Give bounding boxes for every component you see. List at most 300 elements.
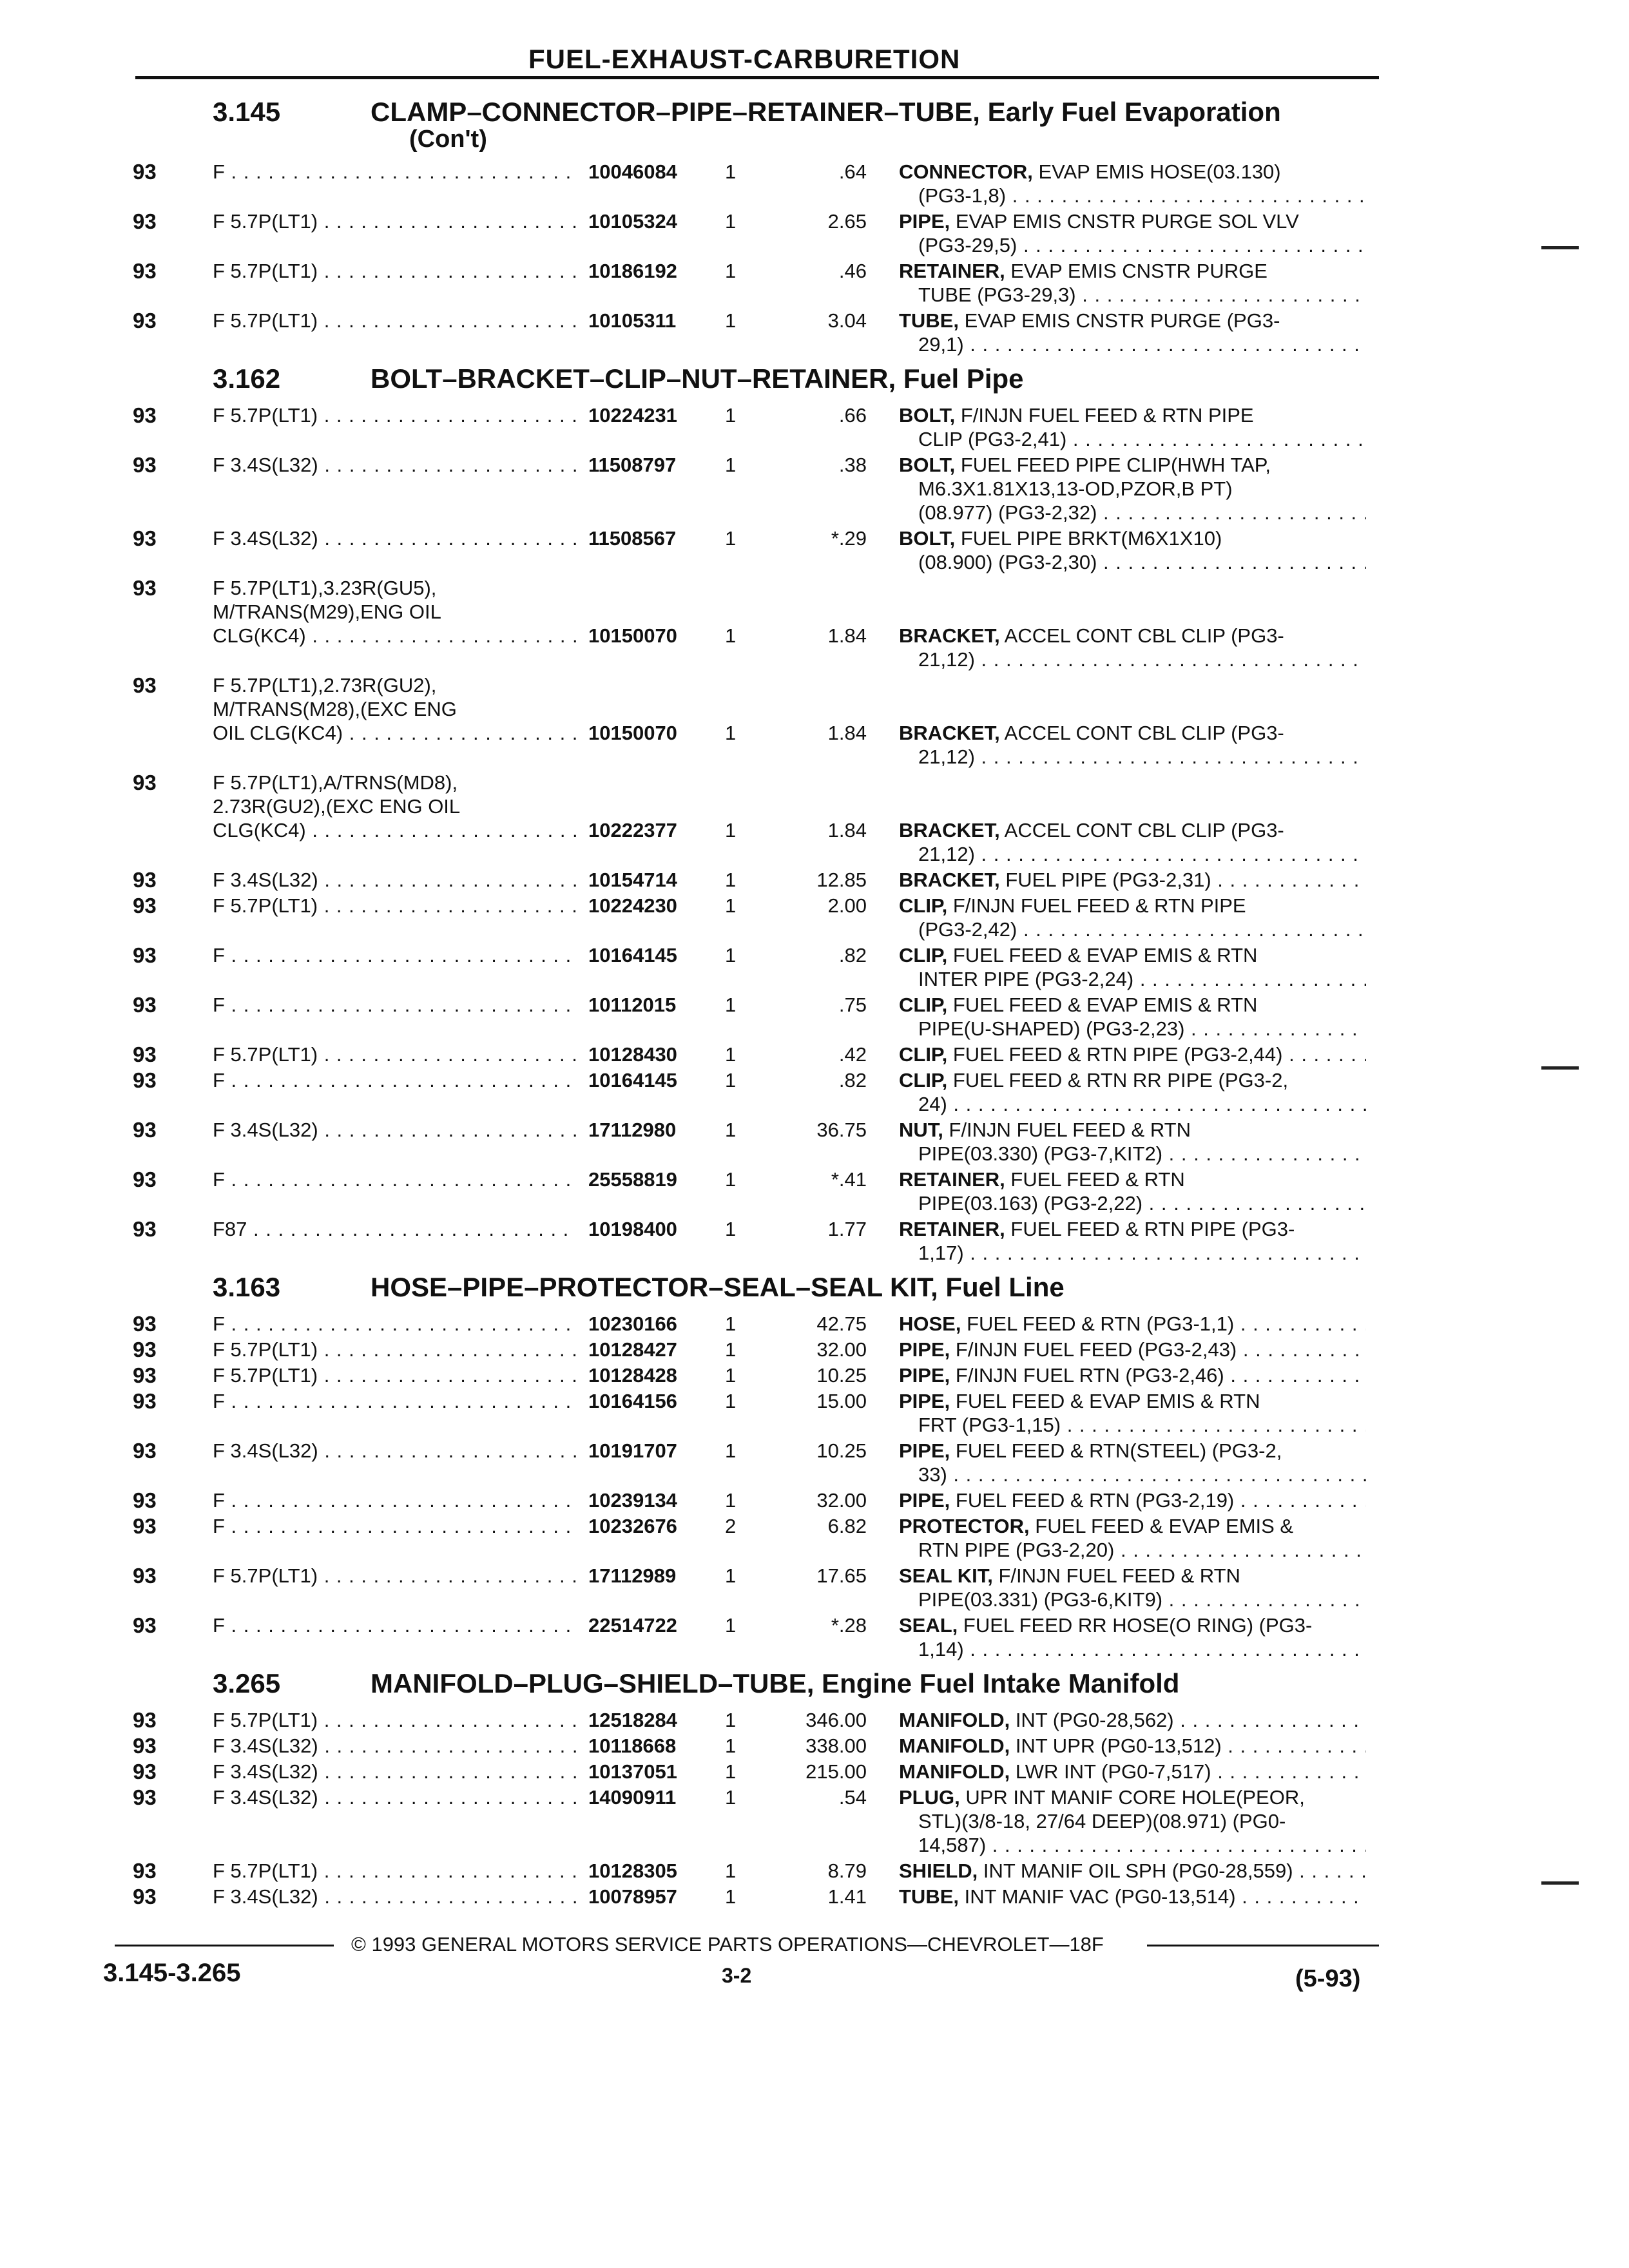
usage-code-line: F 5.7P(LT1),3.23R(GU5), bbox=[213, 577, 437, 599]
usage-code-line: F 5.7P(LT1) . . . bbox=[213, 309, 664, 332]
usage-code-line: F 5.7P(LT1) . . . bbox=[213, 1564, 664, 1588]
part-number: 25558819 bbox=[577, 1168, 711, 1191]
description-text: FUEL FEED & EVAP EMIS & bbox=[1029, 1515, 1294, 1537]
description-text: EVAP EMIS CNSTR PURGE bbox=[1005, 260, 1268, 282]
quantity: 1 bbox=[725, 1218, 737, 1240]
description-line bbox=[899, 1241, 1366, 1265]
description-line bbox=[899, 1413, 1366, 1437]
description-line bbox=[899, 894, 1366, 918]
part-row bbox=[110, 160, 1373, 209]
part-number: 10128305 bbox=[577, 1859, 711, 1883]
description-line bbox=[899, 648, 1366, 671]
description-keyword: BRACKET, bbox=[899, 624, 1000, 647]
description-text: 14,587) bbox=[918, 1834, 987, 1856]
quantity: 1 bbox=[725, 869, 737, 891]
part-description bbox=[899, 894, 1366, 941]
part-description bbox=[899, 1439, 1366, 1486]
description-line bbox=[899, 1488, 1366, 1512]
part-number: 10230166 bbox=[577, 1312, 711, 1336]
price: .82 bbox=[838, 1069, 867, 1091]
description-line bbox=[899, 1809, 1366, 1833]
price: 3.04 bbox=[827, 309, 867, 332]
description-text: FUEL FEED & EVAP EMIS & RTN bbox=[947, 944, 1258, 966]
usage-code-line: F . . . bbox=[213, 1389, 664, 1413]
part-description bbox=[899, 309, 1366, 356]
model-year: 93 bbox=[133, 1389, 157, 1413]
price: .64 bbox=[838, 160, 867, 183]
part-description bbox=[899, 1564, 1366, 1611]
description-line bbox=[899, 1168, 1366, 1191]
model-year: 93 bbox=[133, 1734, 157, 1758]
description-line bbox=[899, 1338, 1366, 1361]
description-text: FUEL FEED & EVAP EMIS & RTN bbox=[950, 1390, 1260, 1412]
price: 1.77 bbox=[827, 1218, 867, 1240]
description-text: ACCEL CONT CBL CLIP (PG3- bbox=[999, 722, 1284, 744]
description-line bbox=[899, 1389, 1366, 1413]
description-keyword: NUT, bbox=[899, 1119, 943, 1141]
description-keyword: MANIFOLD, bbox=[899, 1709, 1010, 1731]
model-year: 93 bbox=[133, 1613, 157, 1637]
part-row bbox=[110, 526, 1373, 576]
description-text: ACCEL CONT CBL CLIP (PG3- bbox=[999, 624, 1284, 647]
quantity: 1 bbox=[725, 454, 737, 476]
description-line bbox=[899, 1734, 1366, 1758]
model-year: 93 bbox=[133, 1488, 157, 1512]
usage-code-line: M/TRANS(M28),(EXC ENG bbox=[213, 698, 457, 720]
description-line bbox=[899, 1785, 1366, 1809]
usage-code-line: F . . . bbox=[213, 993, 664, 1017]
part-row bbox=[110, 1439, 1373, 1488]
description-line bbox=[899, 842, 1366, 866]
description-line bbox=[899, 1463, 1366, 1486]
description-line bbox=[899, 1068, 1366, 1092]
description-line bbox=[899, 1191, 1366, 1215]
part-number: 10198400 bbox=[577, 1217, 711, 1241]
part-number: 11508567 bbox=[577, 526, 711, 550]
description-text: INTER PIPE (PG3-2,24) bbox=[918, 968, 1134, 990]
part-number: 10164145 bbox=[577, 1068, 711, 1092]
description-keyword: CONNECTOR, bbox=[899, 160, 1033, 183]
part-description bbox=[899, 1338, 1366, 1361]
usage-code-line: F87 . . . bbox=[213, 1217, 664, 1241]
description-keyword: BRACKET, bbox=[899, 869, 1000, 891]
part-description bbox=[899, 1389, 1366, 1437]
description-keyword: HOSE, bbox=[899, 1312, 961, 1335]
model-year: 93 bbox=[133, 1785, 157, 1809]
description-line bbox=[899, 453, 1366, 477]
part-number: 10224230 bbox=[577, 894, 711, 918]
quantity: 2 bbox=[725, 1515, 737, 1537]
description-text: FRT (PG3-1,15) bbox=[918, 1414, 1061, 1436]
part-description bbox=[899, 1885, 1366, 1908]
margin-mark bbox=[1541, 246, 1579, 249]
part-row bbox=[110, 1068, 1373, 1118]
part-row bbox=[110, 1785, 1373, 1859]
usage-code-line: F 3.4S(L32) . . . bbox=[213, 526, 664, 550]
part-number: 17112980 bbox=[577, 1118, 711, 1142]
quantity: 1 bbox=[725, 1735, 737, 1757]
part-description bbox=[899, 818, 1366, 866]
part-number: 10150070 bbox=[577, 624, 711, 648]
part-description bbox=[899, 526, 1366, 574]
part-row bbox=[110, 1168, 1373, 1217]
part-number: 10128428 bbox=[577, 1363, 711, 1387]
model-year: 93 bbox=[133, 1439, 157, 1463]
usage-code-line: F 3.4S(L32) . . . bbox=[213, 1785, 664, 1809]
section-header bbox=[110, 91, 1373, 160]
usage-code-line: F . . . bbox=[213, 943, 664, 967]
price: .38 bbox=[838, 454, 867, 476]
description-text: FUEL FEED & RTN (PG3-2,19) bbox=[950, 1489, 1235, 1512]
quantity: 1 bbox=[725, 994, 737, 1016]
model-year: 93 bbox=[133, 160, 157, 184]
part-row bbox=[110, 1885, 1373, 1910]
price: .66 bbox=[838, 404, 867, 427]
quantity: 1 bbox=[725, 1564, 737, 1587]
model-year: 93 bbox=[133, 576, 157, 600]
price: 1.84 bbox=[827, 819, 867, 841]
usage-code-line: F . . . bbox=[213, 1514, 664, 1538]
part-number: 12518284 bbox=[577, 1708, 711, 1732]
description-text: PIPE(03.163) (PG3-2,22) bbox=[918, 1192, 1143, 1215]
price: 36.75 bbox=[816, 1119, 867, 1141]
usage-code-line: F 3.4S(L32) . . . bbox=[213, 1760, 664, 1783]
description-keyword: PIPE, bbox=[899, 210, 950, 233]
quantity: 1 bbox=[725, 944, 737, 966]
description-text: (PG3-29,5) bbox=[918, 234, 1017, 256]
part-description bbox=[899, 1785, 1366, 1857]
price: 2.65 bbox=[827, 210, 867, 233]
part-description bbox=[899, 868, 1366, 892]
description-line bbox=[899, 1092, 1366, 1116]
usage-code-line: F . . . bbox=[213, 1613, 664, 1637]
description-keyword: RETAINER, bbox=[899, 260, 1005, 282]
part-description bbox=[899, 721, 1366, 769]
quantity: 1 bbox=[725, 1119, 737, 1141]
quantity: 1 bbox=[725, 1312, 737, 1335]
usage-code-line: F 5.7P(LT1) . . . bbox=[213, 209, 664, 233]
description-line bbox=[899, 818, 1366, 842]
section-title-text: MANIFOLD–PLUG–SHIELD–TUBE, Engine Fuel Intake Manifold bbox=[371, 1668, 1180, 1698]
description-line bbox=[899, 1538, 1366, 1562]
description-line bbox=[899, 1564, 1366, 1588]
description-keyword: PROTECTOR, bbox=[899, 1515, 1030, 1537]
part-description bbox=[899, 1068, 1366, 1116]
description-text: (PG3-2,42) bbox=[918, 918, 1017, 941]
part-number: 11508797 bbox=[577, 453, 711, 477]
description-line bbox=[899, 624, 1366, 648]
description-line bbox=[899, 1514, 1366, 1538]
usage-code-line: F 3.4S(L32) . . . bbox=[213, 1734, 664, 1758]
section-header bbox=[110, 1663, 1373, 1708]
margin-mark bbox=[1541, 1881, 1579, 1885]
description-line bbox=[899, 427, 1366, 451]
description-keyword: CLIP, bbox=[899, 994, 948, 1016]
footer-copyright: © 1993 GENERAL MOTORS SERVICE PARTS OPERATIONS—CHEVROLET—18F bbox=[351, 1933, 1104, 1956]
price: *.29 bbox=[831, 527, 867, 550]
section-header bbox=[110, 1267, 1373, 1312]
description-text: 21,12) bbox=[918, 745, 975, 768]
description-line bbox=[899, 526, 1366, 550]
price: 338.00 bbox=[805, 1735, 867, 1757]
description-line bbox=[899, 209, 1366, 233]
part-row bbox=[110, 1613, 1373, 1663]
description-line bbox=[899, 967, 1366, 991]
description-text: F/INJN FUEL FEED & RTN bbox=[992, 1564, 1240, 1587]
price: .42 bbox=[838, 1043, 867, 1066]
quantity: 1 bbox=[725, 722, 737, 744]
description-line bbox=[899, 1708, 1366, 1732]
usage-code-line: F 5.7P(LT1) . . . bbox=[213, 403, 664, 427]
model-year: 93 bbox=[133, 1564, 157, 1588]
description-line bbox=[899, 1885, 1366, 1908]
parts-catalog-content bbox=[110, 91, 1373, 1910]
quantity: 1 bbox=[725, 1364, 737, 1387]
price: 1.84 bbox=[827, 722, 867, 744]
part-description bbox=[899, 453, 1366, 524]
description-text: FUEL FEED RR HOSE(O RING) (PG3- bbox=[958, 1614, 1313, 1637]
price: 15.00 bbox=[816, 1390, 867, 1412]
description-keyword: PLUG, bbox=[899, 1786, 960, 1809]
description-line bbox=[899, 1439, 1366, 1463]
description-text: STL)(3/8-18, 27/64 DEEP)(08.971) (PG0- bbox=[918, 1810, 1286, 1832]
description-line bbox=[899, 1613, 1366, 1637]
description-keyword: PIPE, bbox=[899, 1489, 950, 1512]
description-keyword: CLIP, bbox=[899, 1043, 948, 1066]
part-number: 10137051 bbox=[577, 1760, 711, 1783]
section-number: 3.163 bbox=[213, 1272, 281, 1302]
model-year: 93 bbox=[133, 453, 157, 477]
description-text: F/INJN FUEL FEED & RTN bbox=[943, 1119, 1191, 1141]
usage-code-line: F 5.7P(LT1),A/TRNS(MD8), bbox=[213, 771, 458, 794]
description-keyword: SHIELD, bbox=[899, 1860, 978, 1882]
description-text: FUEL FEED & RTN PIPE (PG3- bbox=[1005, 1218, 1295, 1240]
part-number: 10191707 bbox=[577, 1439, 711, 1463]
description-line bbox=[899, 993, 1366, 1017]
description-text: F/INJN FUEL FEED (PG3-2,43) bbox=[950, 1338, 1237, 1361]
description-text: INT MANIF VAC (PG0-13,514) bbox=[959, 1885, 1236, 1908]
description-line bbox=[899, 1118, 1366, 1142]
model-year: 93 bbox=[133, 1118, 157, 1142]
price: 10.25 bbox=[816, 1439, 867, 1462]
model-year: 93 bbox=[133, 673, 157, 697]
description-keyword: SEAL, bbox=[899, 1614, 958, 1637]
model-year: 93 bbox=[133, 1760, 157, 1783]
part-description bbox=[899, 403, 1366, 451]
quantity: 1 bbox=[725, 210, 737, 233]
description-line bbox=[899, 501, 1366, 524]
usage-code-line: F 3.4S(L32) . . . bbox=[213, 453, 664, 477]
part-row bbox=[110, 894, 1373, 943]
footer-section-range: 3.145-3.265 bbox=[103, 1959, 241, 1987]
usage-code-line: CLG(KC4) . . . bbox=[213, 624, 664, 648]
usage-code-line: F 5.7P(LT1) . . . bbox=[213, 1363, 664, 1387]
description-keyword: TUBE, bbox=[899, 1885, 959, 1908]
price: 215.00 bbox=[805, 1760, 867, 1783]
part-row bbox=[110, 403, 1373, 453]
price: .75 bbox=[838, 994, 867, 1016]
description-keyword: BOLT, bbox=[899, 527, 956, 550]
description-line bbox=[899, 1217, 1366, 1241]
part-row bbox=[110, 259, 1373, 309]
price: .46 bbox=[838, 260, 867, 282]
price: 32.00 bbox=[816, 1338, 867, 1361]
part-description bbox=[899, 1043, 1366, 1066]
price: 17.65 bbox=[816, 1564, 867, 1587]
description-text: FUEL FEED & RTN(STEEL) (PG3-2, bbox=[950, 1439, 1282, 1462]
description-line bbox=[899, 943, 1366, 967]
part-description bbox=[899, 209, 1366, 257]
description-line bbox=[899, 184, 1366, 207]
description-keyword: MANIFOLD, bbox=[899, 1760, 1010, 1783]
part-number: 10154714 bbox=[577, 868, 711, 892]
description-text: (08.977) (PG3-2,32) bbox=[918, 501, 1097, 524]
description-keyword: PIPE, bbox=[899, 1390, 950, 1412]
model-year: 93 bbox=[133, 1708, 157, 1732]
usage-code-line: F . . . bbox=[213, 1068, 664, 1092]
part-row bbox=[110, 943, 1373, 993]
quantity: 1 bbox=[725, 160, 737, 183]
description-text: FUEL FEED & RTN (PG3-1,1) bbox=[961, 1312, 1235, 1335]
part-row bbox=[110, 1514, 1373, 1564]
part-number: 10128427 bbox=[577, 1338, 711, 1361]
price: 12.85 bbox=[816, 869, 867, 891]
page-header-title: FUEL-EXHAUST-CARBURETION bbox=[528, 44, 961, 74]
price: *.28 bbox=[831, 1614, 867, 1637]
description-keyword: CLIP, bbox=[899, 944, 948, 966]
description-line bbox=[899, 1363, 1366, 1387]
quantity: 1 bbox=[725, 624, 737, 647]
quantity: 1 bbox=[725, 260, 737, 282]
part-number: 17112989 bbox=[577, 1564, 711, 1588]
usage-code-line: F . . . bbox=[213, 1168, 664, 1191]
usage-code-line: OIL CLG(KC4) . . . bbox=[213, 721, 664, 745]
description-text: INT MANIF OIL SPH (PG0-28,559) bbox=[978, 1860, 1293, 1882]
description-text: M6.3X1.81X13,13-OD,PZOR,B PT) bbox=[918, 477, 1233, 500]
usage-code-line: M/TRANS(M29),ENG OIL bbox=[213, 601, 441, 623]
part-description bbox=[899, 160, 1366, 207]
quantity: 1 bbox=[725, 1439, 737, 1462]
usage-code-line: F 3.4S(L32) . . . bbox=[213, 1118, 664, 1142]
part-row bbox=[110, 868, 1373, 894]
description-keyword: BOLT, bbox=[899, 454, 956, 476]
part-row bbox=[110, 1043, 1373, 1068]
quantity: 1 bbox=[725, 1760, 737, 1783]
part-description bbox=[899, 1312, 1366, 1336]
model-year: 93 bbox=[133, 259, 157, 283]
part-description bbox=[899, 1363, 1366, 1387]
usage-code-line: F 5.7P(LT1) . . . bbox=[213, 1859, 664, 1883]
description-line bbox=[899, 1859, 1366, 1883]
footer-rule-right bbox=[1147, 1945, 1379, 1946]
description-text: (PG3-1,8) bbox=[918, 184, 1007, 207]
description-text: 1,14) bbox=[918, 1638, 964, 1660]
model-year: 93 bbox=[133, 1312, 157, 1336]
header-rule bbox=[135, 76, 1379, 79]
description-keyword: RETAINER, bbox=[899, 1218, 1005, 1240]
description-text: TUBE (PG3-29,3) bbox=[918, 284, 1076, 306]
part-row bbox=[110, 1338, 1373, 1363]
part-description bbox=[899, 1708, 1366, 1732]
part-row bbox=[110, 1389, 1373, 1439]
description-line bbox=[899, 918, 1366, 941]
section-title bbox=[371, 97, 1281, 151]
part-number: 10150070 bbox=[577, 721, 711, 745]
usage-code-line: F . . . bbox=[213, 1488, 664, 1512]
description-line bbox=[899, 309, 1366, 332]
section-title-text: BOLT–BRACKET–CLIP–NUT–RETAINER, Fuel Pipe bbox=[371, 363, 1024, 394]
description-text: CLIP (PG3-2,41) bbox=[918, 428, 1067, 450]
model-year: 93 bbox=[133, 403, 157, 427]
description-text: FUEL PIPE (PG3-2,31) bbox=[999, 869, 1211, 891]
description-text: FUEL FEED & RTN RR PIPE (PG3-2, bbox=[947, 1069, 1289, 1091]
description-line bbox=[899, 403, 1366, 427]
part-description bbox=[899, 1168, 1366, 1215]
description-line bbox=[899, 868, 1366, 892]
description-text: (08.900) (PG3-2,30) bbox=[918, 551, 1097, 573]
quantity: 1 bbox=[725, 1168, 737, 1191]
part-row bbox=[110, 1488, 1373, 1514]
price: 346.00 bbox=[805, 1709, 867, 1731]
description-line bbox=[899, 477, 1366, 501]
part-number: 10232676 bbox=[577, 1514, 711, 1538]
model-year: 93 bbox=[133, 1338, 157, 1361]
footer-rule-left bbox=[115, 1945, 334, 1946]
part-row bbox=[110, 453, 1373, 526]
description-line bbox=[899, 550, 1366, 574]
description-line bbox=[899, 1142, 1366, 1166]
part-row bbox=[110, 1118, 1373, 1168]
part-number: 14090911 bbox=[577, 1785, 711, 1809]
description-text: 29,1) bbox=[918, 333, 964, 356]
description-keyword: CLIP, bbox=[899, 1069, 948, 1091]
description-text: F/INJN FUEL FEED & RTN PIPE bbox=[955, 404, 1254, 427]
description-text: EVAP EMIS CNSTR PURGE SOL VLV bbox=[950, 210, 1299, 233]
model-year: 93 bbox=[133, 1859, 157, 1883]
description-text: FUEL PIPE BRKT(M6X1X10) bbox=[955, 527, 1222, 550]
footer-date: (5-93) bbox=[1295, 1965, 1361, 1992]
quantity: 1 bbox=[725, 1885, 737, 1908]
price: *.41 bbox=[831, 1168, 867, 1191]
description-text: INT (PG0-28,562) bbox=[1010, 1709, 1174, 1731]
model-year: 93 bbox=[133, 1168, 157, 1191]
description-line bbox=[899, 1588, 1366, 1611]
part-number: 10105311 bbox=[577, 309, 711, 332]
part-number: 10118668 bbox=[577, 1734, 711, 1758]
description-line bbox=[899, 160, 1366, 184]
usage-code-line: F 5.7P(LT1) . . . bbox=[213, 894, 664, 918]
part-row bbox=[110, 576, 1373, 673]
part-row bbox=[110, 771, 1373, 868]
section-title bbox=[371, 1272, 1065, 1303]
usage-code-line: F 3.4S(L32) . . . bbox=[213, 868, 664, 892]
quantity: 1 bbox=[725, 404, 737, 427]
description-text: 24) bbox=[918, 1093, 947, 1115]
part-row bbox=[110, 209, 1373, 259]
part-description bbox=[899, 1613, 1366, 1661]
description-text: PIPE(03.331) (PG3-6,KIT9) bbox=[918, 1588, 1163, 1611]
price: 8.79 bbox=[827, 1860, 867, 1882]
usage-code-line: F 3.4S(L32) . . . bbox=[213, 1885, 664, 1908]
quantity: 1 bbox=[725, 1614, 737, 1637]
description-text: 21,12) bbox=[918, 843, 975, 865]
section-header bbox=[110, 358, 1373, 403]
section-title bbox=[371, 363, 1024, 394]
part-row bbox=[110, 1708, 1373, 1734]
quantity: 1 bbox=[725, 1786, 737, 1809]
description-text: 21,12) bbox=[918, 648, 975, 671]
description-text: EVAP EMIS CNSTR PURGE (PG3- bbox=[959, 309, 1280, 332]
